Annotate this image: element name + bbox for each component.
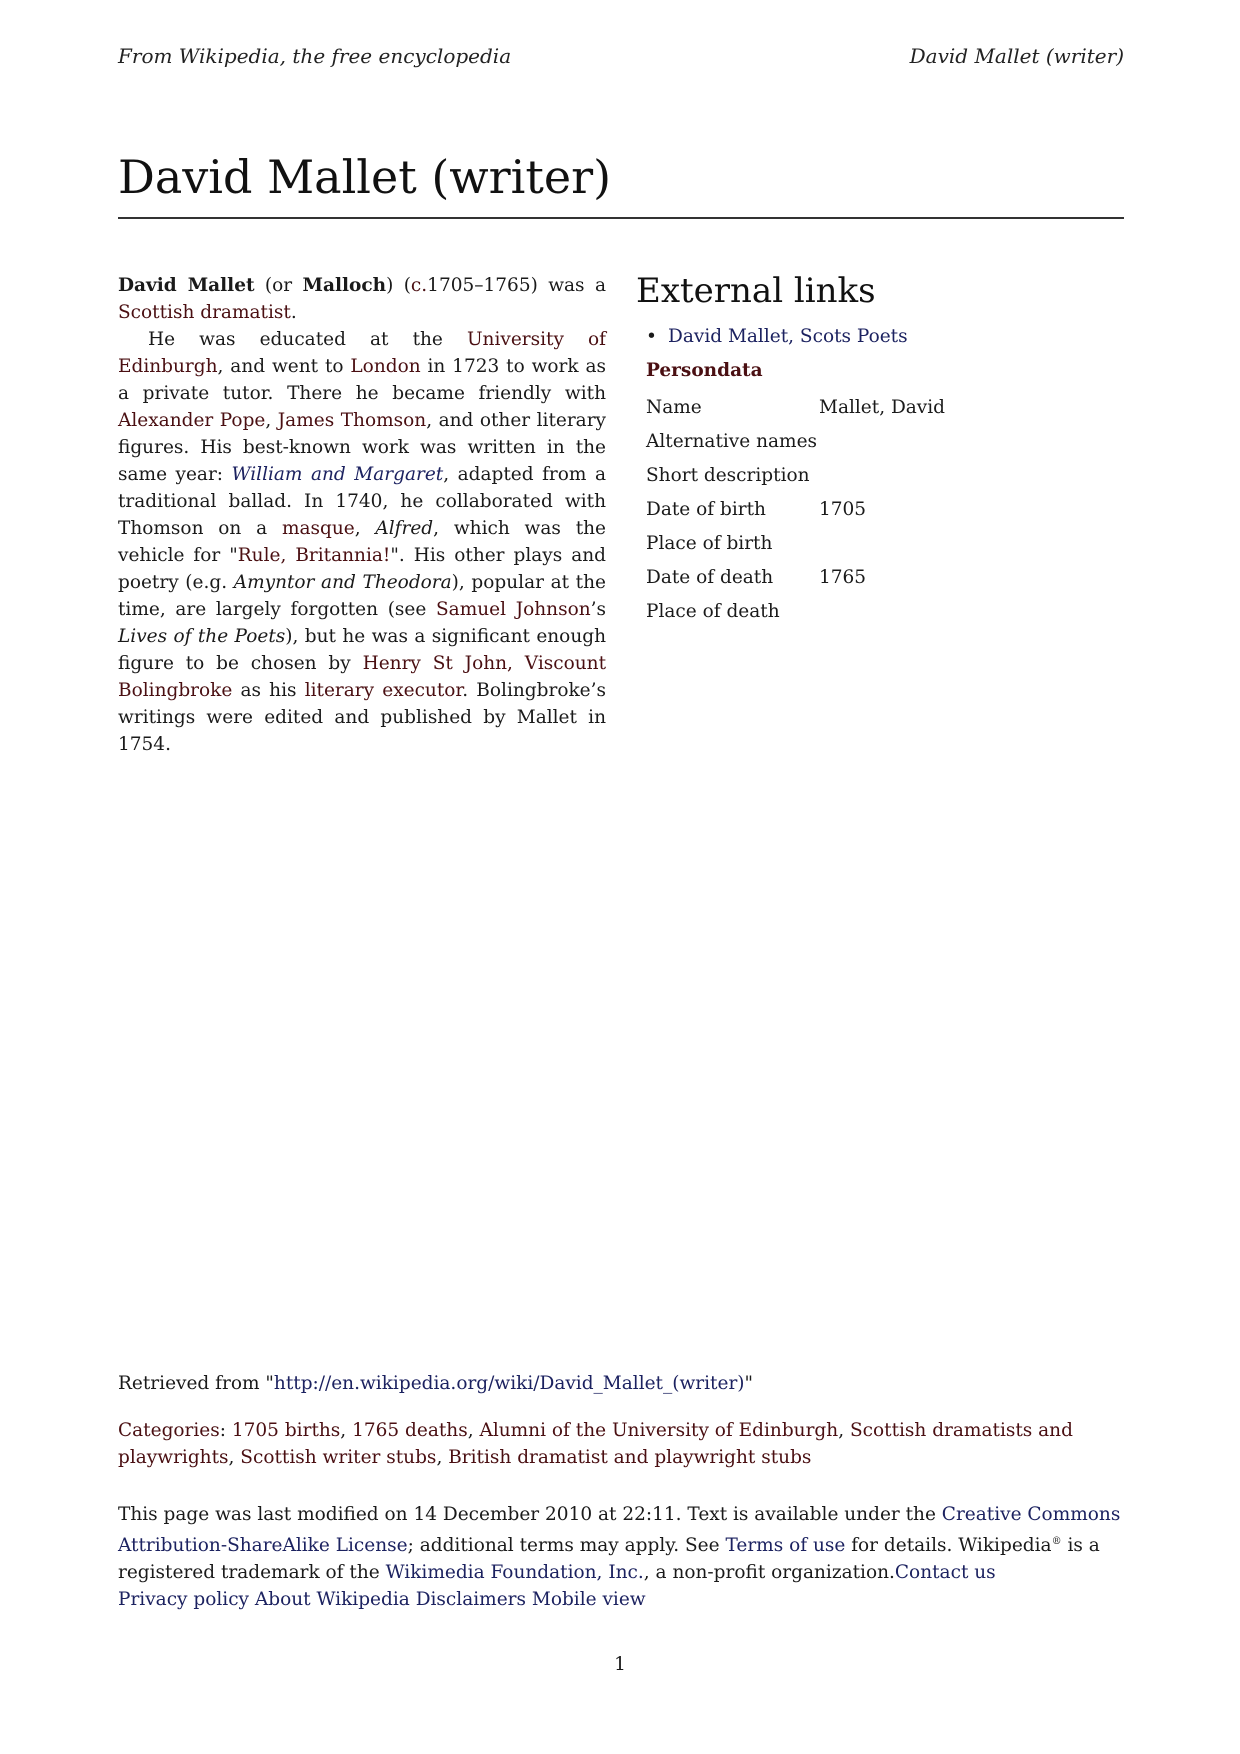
literary-executor-link[interactable]: literary executor — [304, 680, 463, 701]
privacy-policy-link[interactable]: Privacy policy — [118, 1589, 250, 1611]
row-key: Place of death — [646, 600, 780, 622]
text: . Bolingbroke’s writings were edited and published by Mallet in 1754. — [118, 680, 606, 755]
james-thomson-link[interactable]: James Thomson — [277, 410, 427, 431]
table-row — [646, 390, 945, 424]
category-link[interactable]: 1765 deaths — [352, 1420, 468, 1441]
persondata-table — [646, 390, 945, 628]
text: This page was last modified on 14 December 2010 at 22:11. Text is available under the — [118, 1504, 942, 1525]
alfred-title: Alfred — [375, 518, 434, 539]
page-title: David Mallet (writer) — [118, 150, 1124, 219]
list-item — [646, 323, 1124, 350]
subject-alt-name: Malloch — [302, 275, 387, 296]
category-link[interactable]: Scottish dramatists and playwrights — [118, 1420, 1073, 1468]
external-links-heading: External links — [636, 271, 876, 311]
running-header — [118, 44, 1124, 68]
text: ), popular at the time, are largely forgotten (see — [118, 572, 606, 620]
text: 1705–1765) was a — [427, 275, 606, 296]
text: ’s — [590, 599, 607, 620]
text: , and other literary figures. His best-known work was written in the same year: — [118, 410, 607, 485]
university-link[interactable]: University of Edinburgh — [118, 329, 607, 377]
external-links-list — [636, 323, 1124, 350]
scots-poets-link[interactable]: David Mallet, Scots Poets — [668, 326, 908, 348]
article-body — [118, 272, 606, 758]
masque-link[interactable]: masque — [281, 518, 355, 539]
subject-name: David Mallet — [118, 275, 255, 296]
text: (or — [254, 275, 303, 296]
lives-of-the-poets-title: Lives of the Poets — [118, 626, 286, 647]
text: ) ( — [386, 275, 411, 296]
table-row — [646, 560, 945, 594]
row-value — [819, 458, 945, 492]
table-row — [646, 492, 945, 526]
text: , and went to — [217, 356, 351, 377]
row-value — [819, 594, 945, 628]
category-link[interactable]: Alumni of the University of Edinburgh — [479, 1420, 839, 1441]
page-number: 1 — [614, 1654, 626, 1675]
category-link[interactable]: 1705 births — [231, 1420, 341, 1441]
text: for details. Wikipedia — [845, 1535, 1052, 1557]
text: . — [290, 302, 297, 323]
registered-mark: ® — [1051, 1536, 1062, 1547]
text: He was educated at the — [148, 329, 467, 350]
text: , which was the vehicle for " — [118, 518, 606, 566]
bolingbroke-link[interactable]: Henry St John, Viscount Bolingbroke — [118, 653, 606, 701]
alexander-pope-link[interactable]: Alexander Pope — [118, 410, 266, 431]
persondata-heading: Persondata — [646, 360, 763, 382]
text: ), but he was a significant enough figure to be chosen by — [118, 626, 606, 674]
text: in 1723 to work as a private tutor. There he became friendly with — [118, 356, 606, 404]
row-key: Short description — [646, 464, 810, 486]
page-footer — [118, 1370, 1124, 1613]
text: , adapted from a traditional ballad. In 1740, he collaborated with Thomson on a — [118, 464, 606, 539]
wikimedia-link[interactable]: Wikimedia Foundation, Inc. — [385, 1562, 644, 1584]
bullet-icon: • — [646, 326, 657, 348]
category-link[interactable]: Scottish writer stubs — [240, 1447, 437, 1468]
rule-britannia-link[interactable]: Rule, Britannia! — [237, 545, 391, 566]
about-wikipedia-link[interactable]: About Wikipedia — [254, 1589, 410, 1611]
london-link[interactable]: London — [350, 356, 421, 377]
license-link[interactable]: Creative Commons Attribution-ShareAlike License — [118, 1504, 1121, 1557]
row-key: Date of death — [646, 566, 774, 588]
row-value — [819, 424, 945, 458]
scottish-dramatist-link[interactable]: Scottish dramatist — [118, 302, 291, 323]
row-key: Alternative names — [646, 430, 818, 452]
header-article-title: David Mallet (writer) — [909, 44, 1124, 68]
amyntor-title: Amyntor and Theodora — [233, 572, 452, 593]
circa-link[interactable]: c. — [410, 275, 428, 296]
text: ; additional terms may apply. See — [407, 1535, 726, 1557]
row-value: 1705 — [819, 498, 867, 520]
table-row — [646, 458, 945, 492]
text: , a non-profit organization. — [643, 1562, 895, 1584]
text: as his — [232, 680, 305, 701]
text: is a registered trademark of the — [118, 1535, 1100, 1584]
row-value — [819, 526, 945, 560]
row-value: 1765 — [819, 566, 867, 588]
table-row — [646, 594, 945, 628]
terms-of-use-link[interactable]: Terms of use — [725, 1535, 846, 1557]
text: ". His other plays and poetry (e.g. — [118, 545, 606, 593]
text: " — [744, 1373, 754, 1394]
categories-label-link[interactable]: Categories — [118, 1420, 220, 1441]
row-key: Place of birth — [646, 532, 773, 554]
disclaimers-link[interactable]: Disclaimers — [415, 1589, 526, 1611]
retrieved-from — [118, 1370, 1124, 1397]
text: , — [354, 518, 376, 539]
header-source: From Wikipedia, the free encyclopedia — [118, 44, 512, 68]
william-and-margaret-link[interactable]: William and Margaret — [231, 464, 444, 485]
text: , — [265, 410, 278, 431]
categories: Categories: 1705 births, 1765 deaths, Alumni of the University of Edinburgh, Scottish dramatists and playwrights, Scottish writer stubs, British dramatist and playwright stubs — [118, 1420, 1073, 1468]
row-key: Name — [646, 396, 702, 418]
table-row — [646, 526, 945, 560]
modified-notice — [118, 1501, 1124, 1613]
row-value: Mallet, David — [819, 396, 946, 418]
mobile-view-link[interactable]: Mobile view — [531, 1589, 646, 1611]
intro-paragraph — [118, 272, 606, 326]
body-paragraph — [118, 326, 606, 758]
sidebar-column — [636, 272, 1124, 628]
samuel-johnson-link[interactable]: Samuel Johnson — [436, 599, 591, 620]
table-row — [646, 424, 945, 458]
row-key: Date of birth — [646, 498, 766, 520]
category-link[interactable]: British dramatist and playwright stubs — [448, 1447, 812, 1468]
text: Retrieved from " — [118, 1373, 274, 1394]
contact-us-link[interactable]: Contact us — [894, 1562, 996, 1584]
retrieved-url-link[interactable]: http://en.wikipedia.org/wiki/David_Mallet_(writer) — [273, 1373, 745, 1394]
